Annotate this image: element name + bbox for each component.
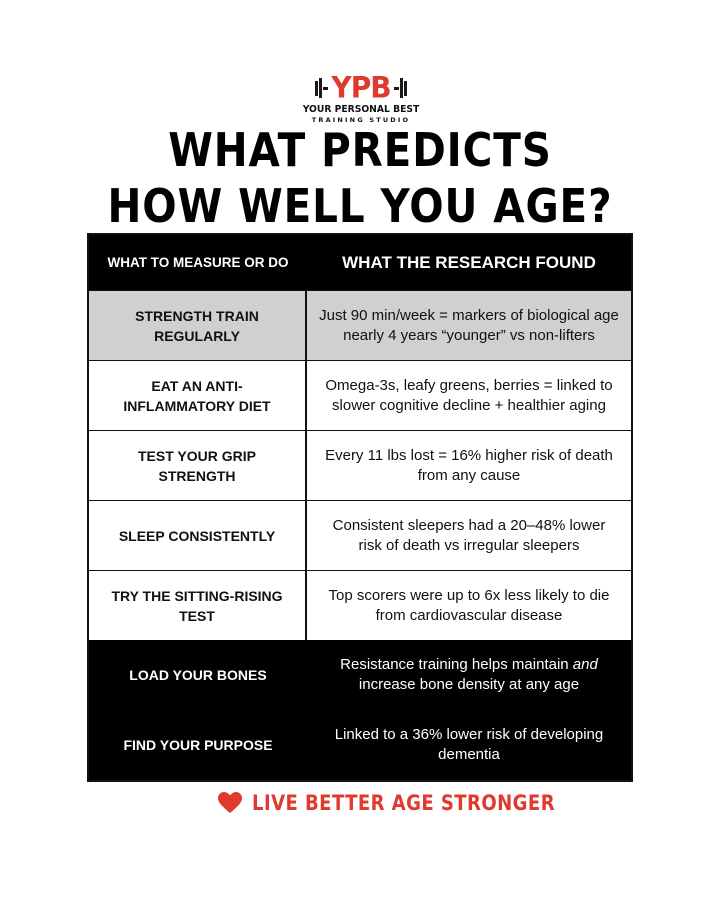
logo-subtagline: TRAINING STUDIO	[311, 116, 411, 124]
column-header-measure: WHAT TO MEASURE OR DO	[107, 254, 289, 270]
row-action: FIND YOUR PURPOSE	[123, 737, 273, 753]
row-finding-part2: increase bone density at any age	[358, 676, 580, 693]
research-table	[87, 233, 633, 782]
row-finding: Consistent sleepers had a 20–48% lower risk of death vs irregular sleepers	[332, 516, 606, 554]
row-finding-emphasis: and	[572, 656, 598, 673]
logo-mark-row	[295, 72, 427, 104]
row-finding: Every 11 lbs lost = 16% higher risk of death from any cause	[325, 446, 613, 484]
brand-logo	[295, 72, 427, 128]
heart-icon	[218, 792, 242, 814]
row-action: TRY THE SITTING-RISING TEST	[89, 571, 307, 640]
tagline-text: LIVE BETTER AGE STRONGER	[252, 791, 556, 815]
logo-tagline: YOUR PERSONAL BEST	[302, 104, 420, 115]
row-action: EAT AN ANTI-INFLAMMATORY DIET	[89, 361, 307, 430]
row-finding: Just 90 min/week = markers of biological age nearly 4 years “younger” vs non-lifters	[319, 306, 619, 344]
table-row	[89, 500, 631, 570]
footer-tagline	[0, 786, 720, 820]
table-row	[89, 430, 631, 500]
row-finding: Omega-3s, leafy greens, berries = linked to slower cognitive decline + healthier aging	[325, 376, 613, 414]
dumbbell-left-icon	[315, 78, 328, 98]
row-finding-part1: Resistance training helps maintain	[340, 656, 573, 673]
column-header-findings: WHAT THE RESEARCH FOUND	[342, 252, 596, 272]
table-row	[89, 360, 631, 430]
row-action: TEST YOUR GRIP STRENGTH	[89, 431, 307, 500]
table-row	[89, 640, 631, 710]
row-finding	[307, 640, 631, 710]
dumbbell-right-icon	[394, 78, 407, 98]
logo-mark: YPB	[331, 70, 391, 105]
table-row	[89, 570, 631, 640]
page-title-line1: WHAT PREDICTS	[168, 123, 552, 177]
row-action: LOAD YOUR BONES	[129, 667, 267, 683]
row-finding: Linked to a 36% lower risk of developing dementia	[334, 726, 604, 763]
row-action: STRENGTH TRAIN REGULARLY	[89, 291, 307, 360]
row-finding: Top scorers were up to 6x less likely to die from cardiovascular disease	[328, 586, 610, 624]
page-title-line2: HOW WELL YOU AGE?	[107, 179, 613, 233]
row-action: SLEEP CONSISTENTLY	[89, 501, 307, 570]
table-row	[89, 710, 631, 780]
table-row	[89, 290, 631, 360]
table-header	[89, 235, 631, 290]
